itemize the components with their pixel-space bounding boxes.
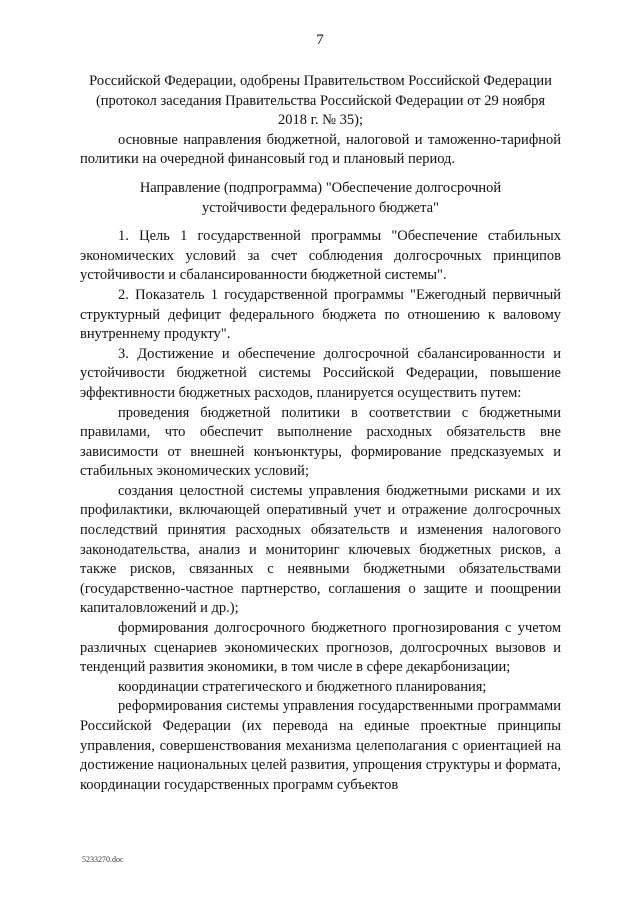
numbered-item-2-indicator: 2. Показатель 1 государственной программы "Ежегодный первичный структурный дефицит федерального бюджета по отношению к валовому внутреннему продукту". bbox=[80, 286, 561, 343]
subitem-program-reform: реформирования системы управления государственными программами Российской Федерации (их перевода на единые проектные принципы управления, совершенствования механизма целеполагания с ориентацией на достижение национальных целей развития, упрощения структуры и формата, координации государственных программ субъектов bbox=[80, 698, 561, 793]
numbered-item-3-measures: 3. Достижение и обеспечение долгосрочной сбалансированности и устойчивости бюджетной системы Российской Федерации, повышение эффективности бюджетных расходов, планируется осуществить путем: bbox=[80, 345, 561, 401]
intro-line-2: (протокол заседания Правительства Российской Федерации от 29 ноября bbox=[95, 92, 546, 109]
paragraph-main-directions: основные направления бюджетной, налоговой и таможенно-тарифной политики на очередной финансовый год и плановый период. bbox=[80, 131, 561, 168]
subitem-planning-coordination: координации стратегического и бюджетного планирования; bbox=[118, 678, 487, 695]
document-body bbox=[80, 72, 561, 795]
subitem-risk-management: создания целостной системы управления бюджетными рисками и их профилактики, включающей оперативный учет и отражение долгосрочных последствий принятия расходных обязательств и изменения налогового законодательства, анализ и мониторинг ключевых бюджетных рисков, а также рисков, связанных с неявными бюджетными обязательствами (государственно-частное партнерство, соглашения о защите и поощрении капиталовложений и др.); bbox=[80, 482, 561, 617]
subitem-budget-policy: проведения бюджетной политики в соответствии с бюджетными правилами, что обеспечит выполнение расходных обязательств вне зависимости от внешней конъюнктуры, формирование предсказуемых и стабильных экономических условий; bbox=[80, 404, 561, 480]
section-heading-line-2: устойчивости федерального бюджета" bbox=[202, 199, 439, 216]
intro-line-1: Российской Федерации, одобрены Правительством Российской Федерации bbox=[89, 73, 552, 89]
numbered-item-1-goal: 1. Цель 1 государственной программы "Обеспечение стабильных экономических условий за счет соблюдения долгосрочных принципов устойчивости и сбалансированности бюджетной системы". bbox=[80, 228, 561, 284]
intro-line-3: 2018 г. № 35); bbox=[277, 112, 363, 129]
subitem-forecasting: формирования долгосрочного бюджетного прогнозирования с учетом различных сценариев экономических прогнозов, долгосрочных вызовов и тенденций развития экономики, в том числе в сфере декарбонизации; bbox=[80, 620, 561, 676]
page-number: 7 bbox=[316, 32, 324, 48]
section-heading-line-1: Направление (подпрограмма) "Обеспечение долгосрочной bbox=[139, 179, 502, 196]
document-file-code: 5233270.doc bbox=[82, 855, 124, 864]
